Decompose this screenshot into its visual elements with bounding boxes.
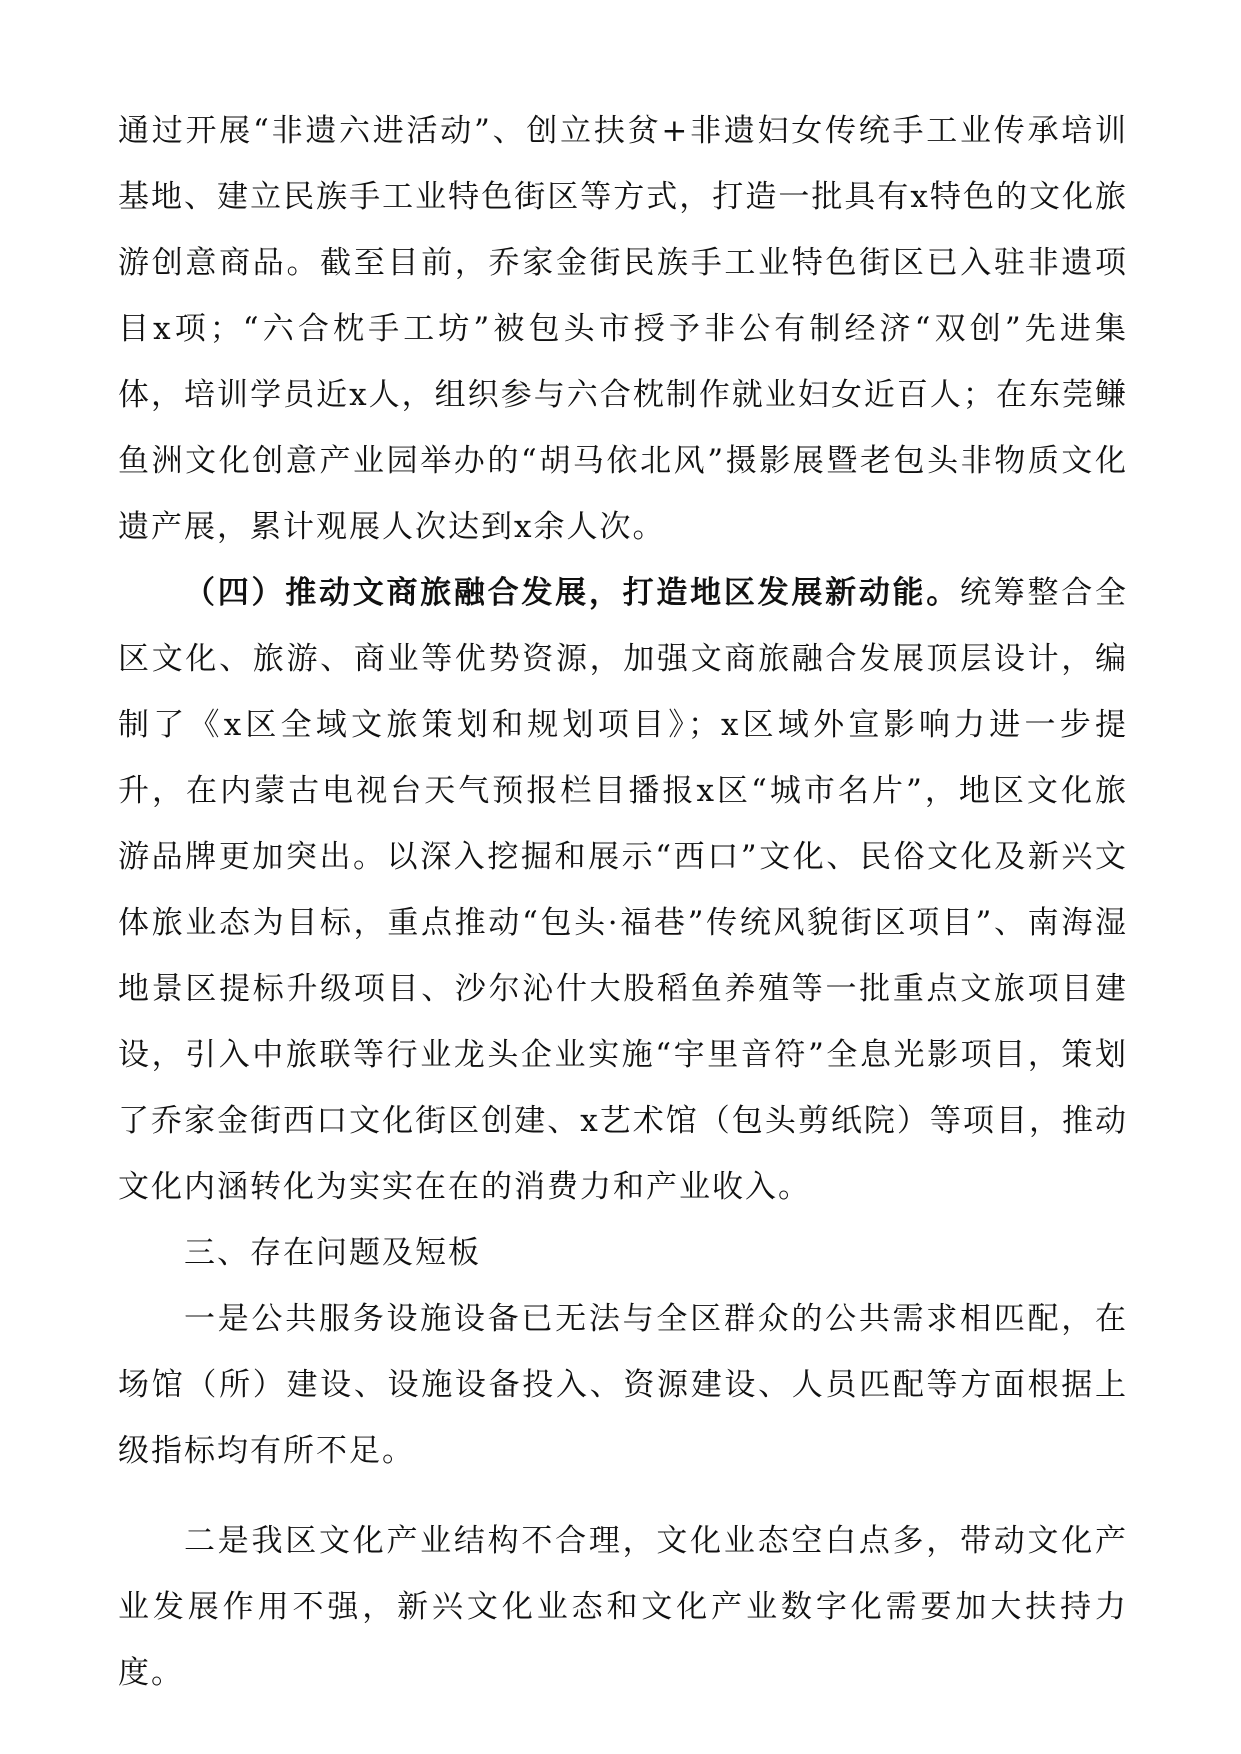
section-four-body: 统筹整合全区文化、旅游、商业等优势资源，加强文商旅融合发展顶层设计，编制了《x区全域文旅策划和规划项目》；x区域外宣影响力进一步提升，在内蒙古电视台天气预报栏目播报x区“城市名片”，地区文化旅游品牌更加突出。以深入挖掘和展示“西口”文化、民俗文化及新兴文体旅业态为目标，重点推动“包头·福巷”传统风貌街区项目”、南海湿地景区提标升级项目、沙尔沁什大股稻鱼养殖等一批重点文旅项目建设，引入中旅联等行业龙头企业实施“宇里音符”全息光影项目，策划了乔家金街西口文化街区创建、x艺术馆（包头剪纸院）等项目，推动文化内涵转化为实实在在的消费力和产业收入。 [118,575,1129,1205]
paragraph-heritage-products: 通过开展“非遗六进活动”、创立扶贫+非遗妇女传统手工业传承培训基地、建立民族手工业特色街区等方式，打造一批具有x特色的文化旅游创意商品。截至目前，乔家金街民族手工业特色街区已入驻非遗项目x项；“六合枕手工坊”被包头市授予非公有制经济“双创”先进集体，培训学员近x人，组织参与六合枕制作就业妇女近百人；在东莞鳒鱼洲文化创意产业园举办的“胡马依北风”摄影展暨老包头非物质文化遗产展，累计观展人次达到x余人次。 [118,113,1128,545]
section-three-heading: 三、存在问题及短板 [184,1235,481,1271]
paragraph-problem-one: 一是公共服务设施设备已无法与全区群众的公共需求相匹配，在场馆（所）建设、设施设备投入、资源建设、人员匹配等方面根据上级指标均有所不足。 [118,1301,1128,1469]
paragraph-culture-business-tourism [118,560,1128,1220]
paragraph-problem-two: 二是我区文化产业结构不合理，文化业态空白点多，带动文化产业发展作用不强，新兴文化业态和文化产业数字化需要加大扶持力度。 [118,1523,1128,1691]
section-four-heading: （四）推动文商旅融合发展，打造地区发展新动能。 [184,575,961,611]
document-body [118,98,1128,1706]
